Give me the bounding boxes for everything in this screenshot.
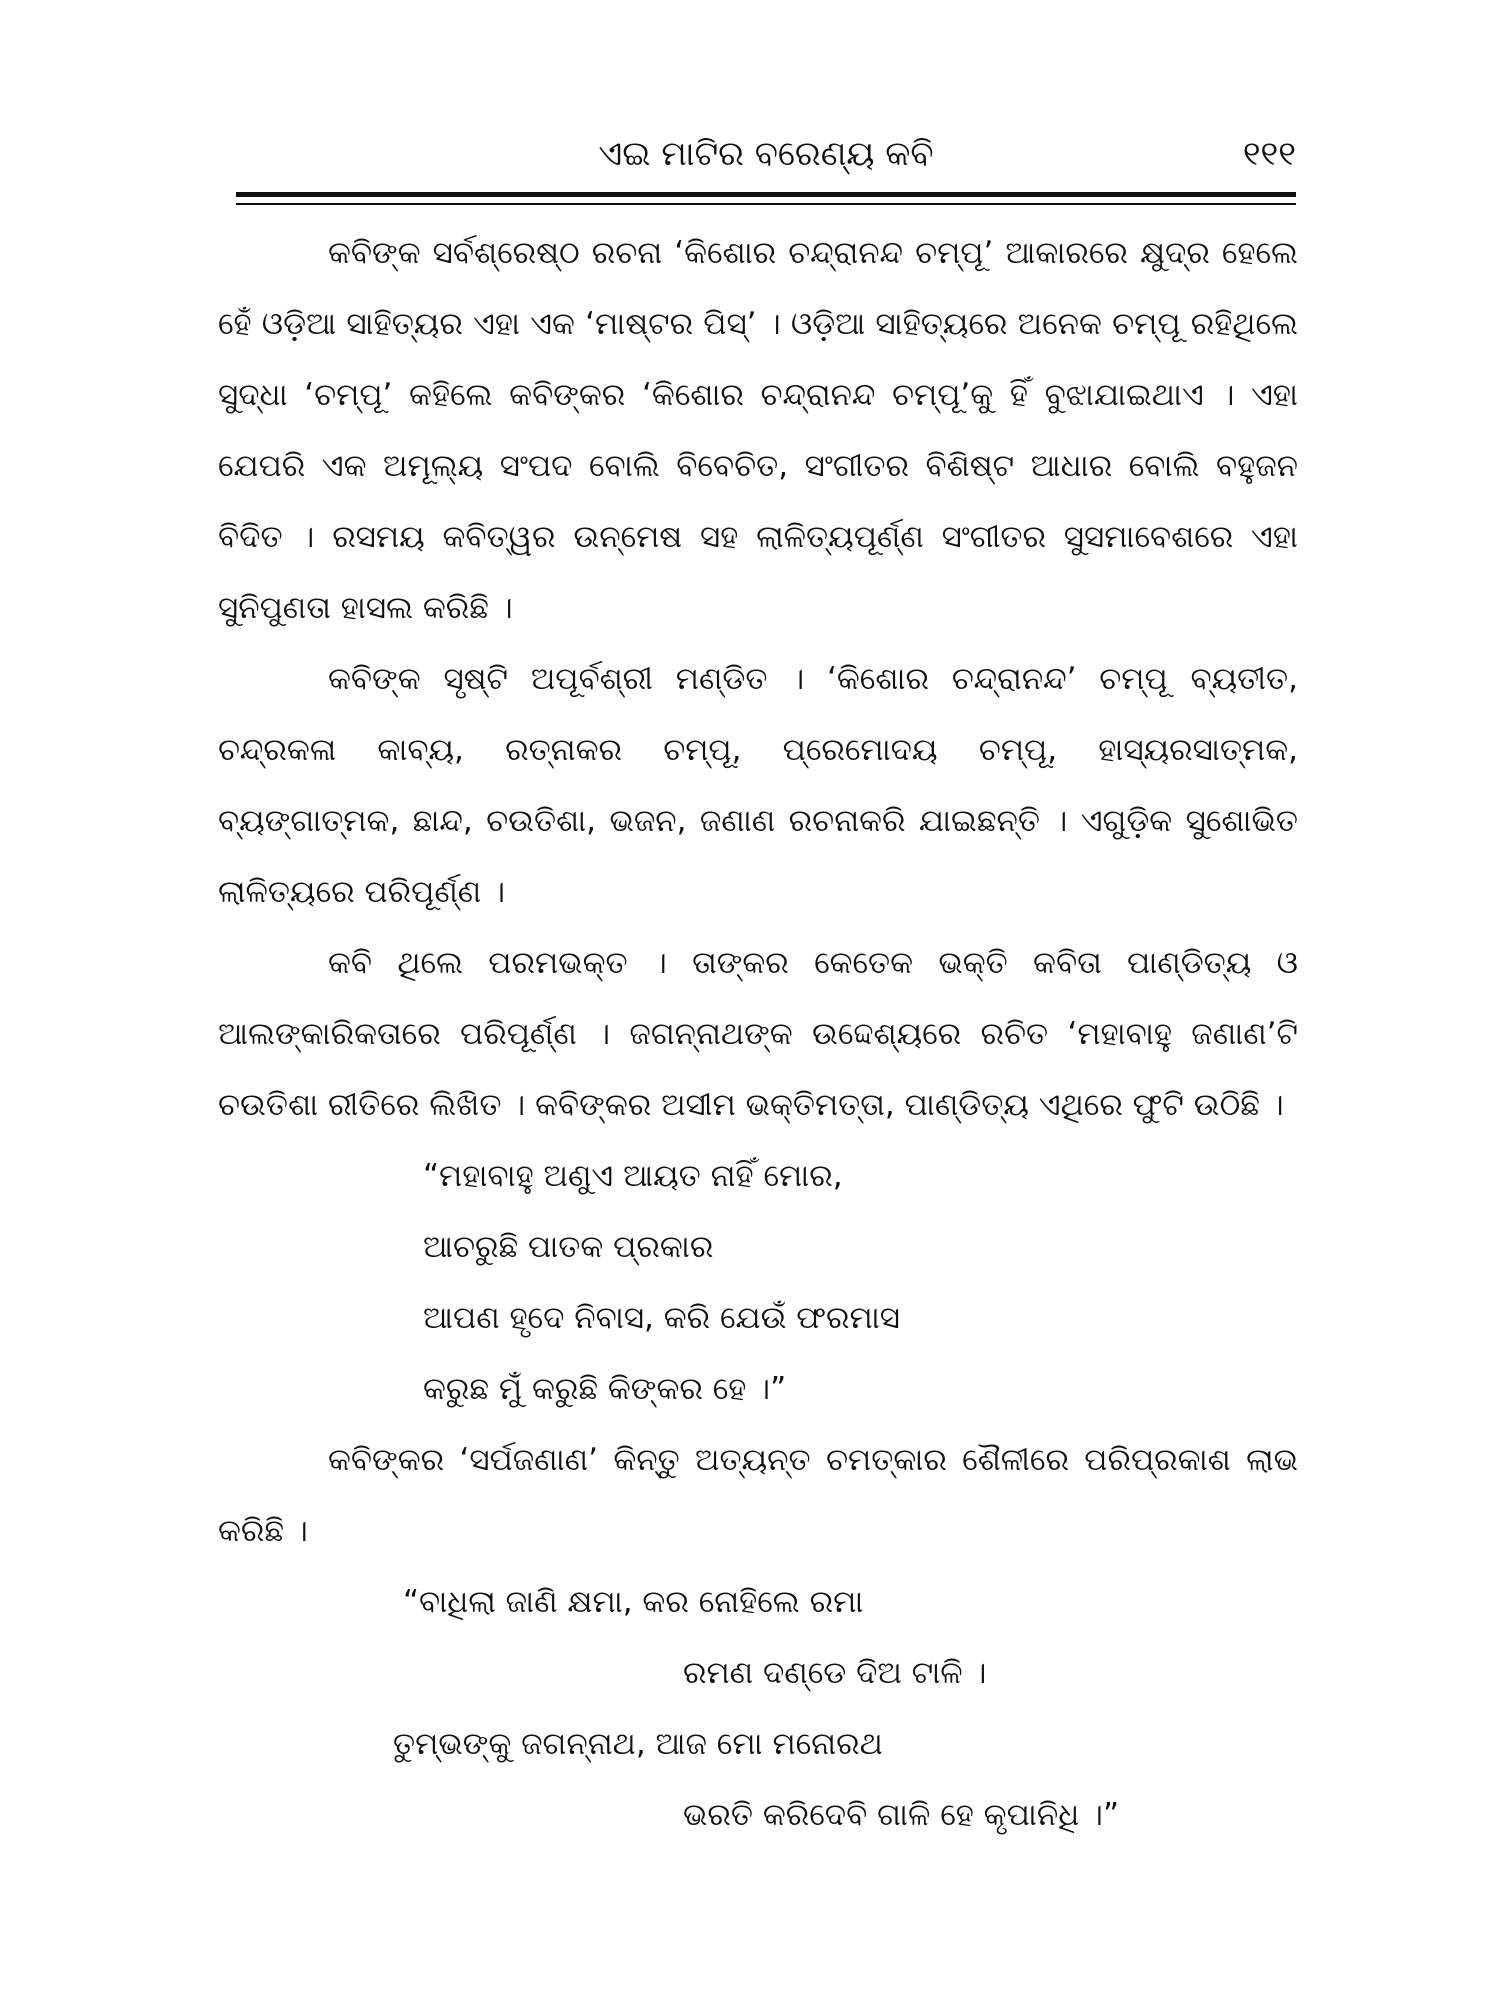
page-body: [218, 218, 1298, 1851]
verse-line: ଭରତି କରିଦେବି ଗାଳି ହେ କୃପାନିଧି ।”: [683, 1797, 1120, 1833]
header-rule-thin: [236, 203, 1296, 205]
verse-line: “ବାଧିଲା ଜାଣି କ୍ଷମା, କର ନୋହିଲେ ରମା: [403, 1584, 864, 1620]
verse-line: “ମହାବାହୁ ଅଣୁଏ ଆୟତ ନାହିଁ ମୋର,: [423, 1158, 843, 1194]
running-header-title: ଏଇ ମାଟିର ବରେଣ୍ୟ କବି: [598, 134, 934, 174]
verse-quote-1: [218, 1141, 1298, 1425]
paragraph-2: କବିଙ୍କ ସୃଷ୍ଟି ଅପୂର୍ବଶ୍ରୀ ମଣ୍ଡିତ । ‘କିଶୋର ଚନ୍ଦ୍ରାନନ୍ଦ’ ଚମ୍ପୂ ବ୍ୟତୀତ, ଚନ୍ଦ୍ରକଳା କାବ୍ୟ, ରତ୍ନାକର ଚମ୍ପୂ, ପ୍ରେମୋଦୟ ଚମ୍ପୂ, ହାସ୍ୟରସାତ୍ମକ, ବ୍ୟଙ୍ଗାତ୍ମକ, ଛାନ୍ଦ, ଚଉତିଶା, ଭଜନ, ଜଣାଣ ରଚନାକରି ଯାଇଛନ୍ତି । ଏଗୁଡ଼ିକ ସୁଶୋଭିତ ଲାଳିତ୍ୟରେ ପରିପୂର୍ଣ୍ଣ ।: [218, 661, 1298, 910]
running-header: [236, 128, 1296, 188]
verse-line: ରମଣ ଦଣ୍ଡେ ଦିଅ ଟାଳି ।: [683, 1655, 987, 1691]
verse-line: ଆଚରୁଛି ପାତକ ପ୍ରକାର: [423, 1229, 714, 1265]
verse-quote-2: [218, 1567, 1298, 1851]
verse-line: କରୁଛ ମୁଁ କରୁଛି କିଙ୍କର ହେ ।”: [423, 1371, 787, 1407]
paragraph-3: କବି ଥିଲେ ପରମଭକ୍ତ । ତାଙ୍କର କେତେକ ଭକ୍ତି କବିତା ପାଣ୍ଡିତ୍ୟ ଓ ଆଲଙ୍କାରିକତାରେ ପରିପୂର୍ଣ୍ଣ । ଜଗନ୍ନାଥଙ୍କ ଉଦ୍ଦେଶ୍ୟରେ ରଚିତ ‘ମହାବାହୁ ଜଣାଣ’ଟି ଚଉତିଶା ରୀତିରେ ଲିଖିତ । କବିଙ୍କର ଅସୀମ ଭକ୍ତିମତ୍ତା, ପାଣ୍ଡିତ୍ୟ ଏଥିରେ ଫୁଟି ଉଠିଛି ।: [218, 945, 1298, 1123]
paragraph-4: କବିଙ୍କର ‘ସର୍ପଜଣାଣ’ କିନ୍ତୁ ଅତ୍ୟନ୍ତ ଚମତ୍କାର ଶୈଳୀରେ ପରିପ୍ରକାଶ ଲାଭ କରିଛି ।: [218, 1442, 1298, 1549]
header-rule-thick: [236, 192, 1296, 197]
paragraph-1: କବିଙ୍କ ସର୍ବଶ୍ରେଷ୍ଠ ରଚନା ‘କିଶୋର ଚନ୍ଦ୍ରାନନ୍ଦ ଚମ୍ପୂ’ ଆକାରରେ କ୍ଷୁଦ୍ର ହେଲେ ହେଁ ଓଡ଼ିଆ ସାହିତ୍ୟର ଏହା ଏକ ‘ମାଷ୍ଟର ପିସ୍’ । ଓଡ଼ିଆ ସାହିତ୍ୟରେ ଅନେକ ଚମ୍ପୂ ରହିଥିଲେ ସୁଦ୍ଧା ‘ଚମ୍ପୂ’ କହିଲେ କବିଙ୍କର ‘କିଶୋର ଚନ୍ଦ୍ରାନନ୍ଦ ଚମ୍ପୂ’କୁ ହିଁ ବୁଝାଯାଇଥାଏ । ଏହା ଯେପରି ଏକ ଅମୂଲ୍ୟ ସଂପଦ ବୋଲି ବିବେଚିତ, ସଂଗୀତର ବିଶିଷ୍ଟ ଆଧାର ବୋଲି ବହୁଜନ ବିଦିତ । ରସମୟ କବିତ୍ୱର ଉନ୍ମେଷ ସହ ଲାଳିତ୍ୟପୂର୍ଣ୍ଣ ସଂଗୀତର ସୁସମାବେଶରେ ଏହା ସୁନିପୁଣତା ହାସଲ କରିଛି ।: [218, 235, 1298, 626]
verse-line: ତୁମ୍ଭଙ୍କୁ ଜଗନ୍ନାଥ, ଆଜ ମୋ ମନୋରଥ: [393, 1726, 883, 1762]
verse-line: ଆପଣ ହୃଦେ ନିବାସ, କରି ଯେଉଁ ଫରମାସ: [423, 1300, 901, 1336]
page-number: ୧୧୧: [1242, 134, 1296, 174]
